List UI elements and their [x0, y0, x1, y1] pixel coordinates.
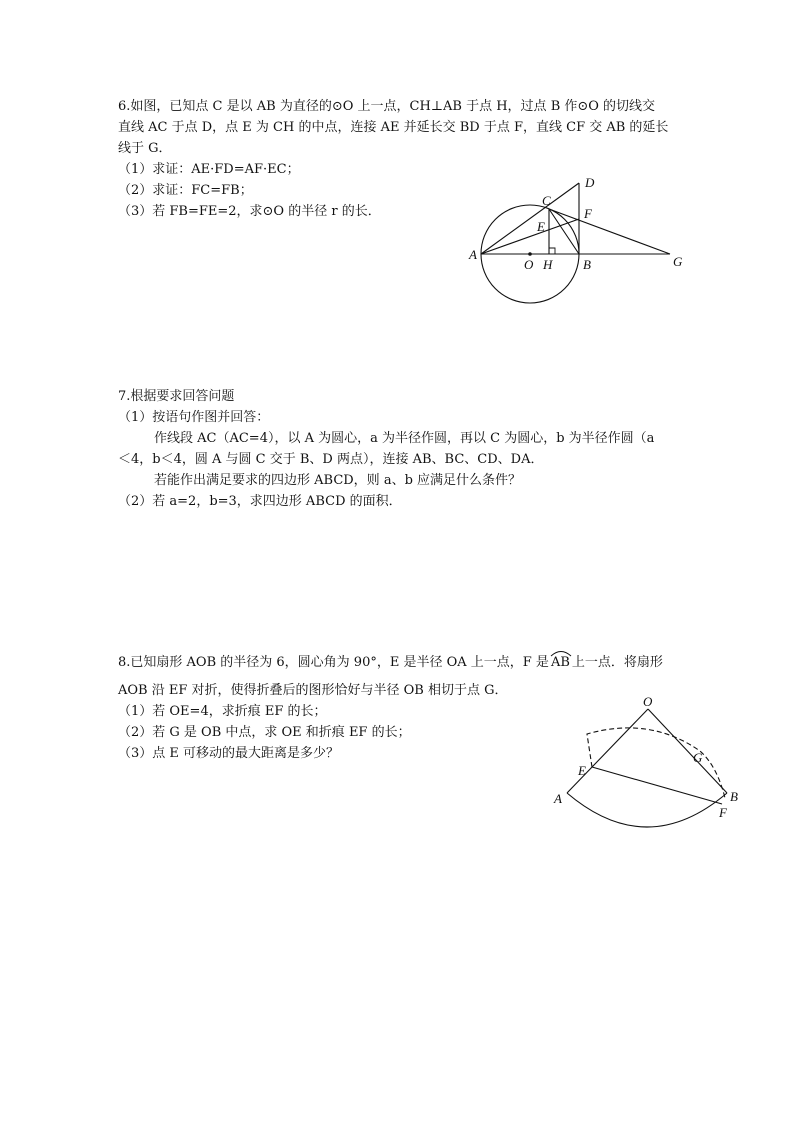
q6-line3: 线于 G．: [118, 141, 172, 156]
q7-part1-line-c: 若能作出满足要求的四边形 ABCD，则 a、b 应满足什么条件？: [154, 473, 522, 488]
q7-part1-line-a: 作线段 AC（AC=4），以 A 为圆心，a 为半径作圆，再以 C 为圆心，b 为半径作圆（a: [154, 431, 655, 446]
q8-folded-arc: [587, 728, 725, 798]
q7-part1: （1）按语句作图并回答：: [118, 410, 270, 425]
q6-line-cg: [549, 209, 670, 254]
q6-line-af: [481, 219, 579, 254]
q6-label-a: A: [469, 247, 477, 262]
q7-title: 7.根据要求回答问题: [118, 389, 235, 404]
q6-label-e: E: [537, 219, 545, 234]
q6-line2: 直线 AC 于点 D，点 E 为 CH 的中点，连接 AE 并延长交 BD 于点 F，直线 CF 交 AB 的延长: [118, 120, 669, 135]
q6-label-g: G: [673, 254, 683, 269]
q6-center-dot: [528, 252, 532, 256]
q8-part3: （3）点 E 可移动的最大距离是多少？: [118, 746, 340, 761]
q8-label-b: B: [730, 789, 738, 804]
q8-label-a: A: [554, 791, 562, 806]
q6-figure: [460, 168, 700, 318]
q8-radius-ob: [648, 709, 727, 793]
q6-label-b: B: [583, 257, 591, 272]
q8-figure: [545, 696, 755, 836]
q6-label-f: F: [584, 206, 592, 221]
q8-line1-start: 8.已知扇形 AOB 的半径为 6，圆心角为 90°，E 是半径 OA 上一点，F 是: [118, 655, 549, 670]
q8-label-o: O: [643, 696, 653, 709]
q8-radius-oa: [567, 709, 648, 793]
q7-part2: （2）若 a=2，b=3，求四边形 ABCD 的面积．: [118, 494, 402, 509]
q8-arc-symbol: [549, 649, 573, 657]
q7-part1-line-b: ＜4，b＜4，圆 A 与圆 C 交于 B、D 两点），连接 AB、BC、CD、DA．: [118, 452, 544, 467]
q8-crease-ef: [592, 767, 722, 804]
q6-label-h: H: [543, 257, 553, 272]
q6-part3: （3）若 FB=FE=2，求⊙O 的半径 r 的长．: [118, 204, 381, 219]
q6-label-d: D: [585, 175, 595, 190]
q8-part1: （1）若 OE=4，求折痕 EF 的长；: [118, 704, 327, 719]
q8-label-e: E: [578, 763, 586, 778]
q8-label-g: G: [693, 750, 703, 765]
q8-line1: [118, 651, 663, 670]
q6-line1: 6.如图，已知点 C 是以 AB 为直径的⊙O 上一点，CH⊥AB 于点 H，过点 B 作⊙O 的切线交: [118, 99, 656, 114]
q6-part2: （2）求证：FC=FB；: [118, 183, 253, 198]
q6-label-o: O: [524, 257, 534, 272]
q6-right-angle-mark: [549, 248, 555, 254]
q8-line1-end: 上一点．将扇形: [571, 655, 663, 670]
q6-part1: （1）求证：AE·FD=AF·EC；: [118, 162, 300, 177]
q8-line2: AOB 沿 EF 对折，使得折叠后的图形恰好与半径 OB 相切于点 G．: [118, 683, 508, 698]
q8-label-f: F: [719, 805, 727, 820]
q6-line-cb: [549, 209, 579, 254]
q8-arc-ab: AB: [549, 655, 572, 670]
q8-part2: （2）若 G 是 OB 中点，求 OE 和折痕 EF 的长；: [118, 725, 411, 740]
q7-text: [118, 386, 678, 512]
q6-label-c: C: [542, 193, 551, 208]
